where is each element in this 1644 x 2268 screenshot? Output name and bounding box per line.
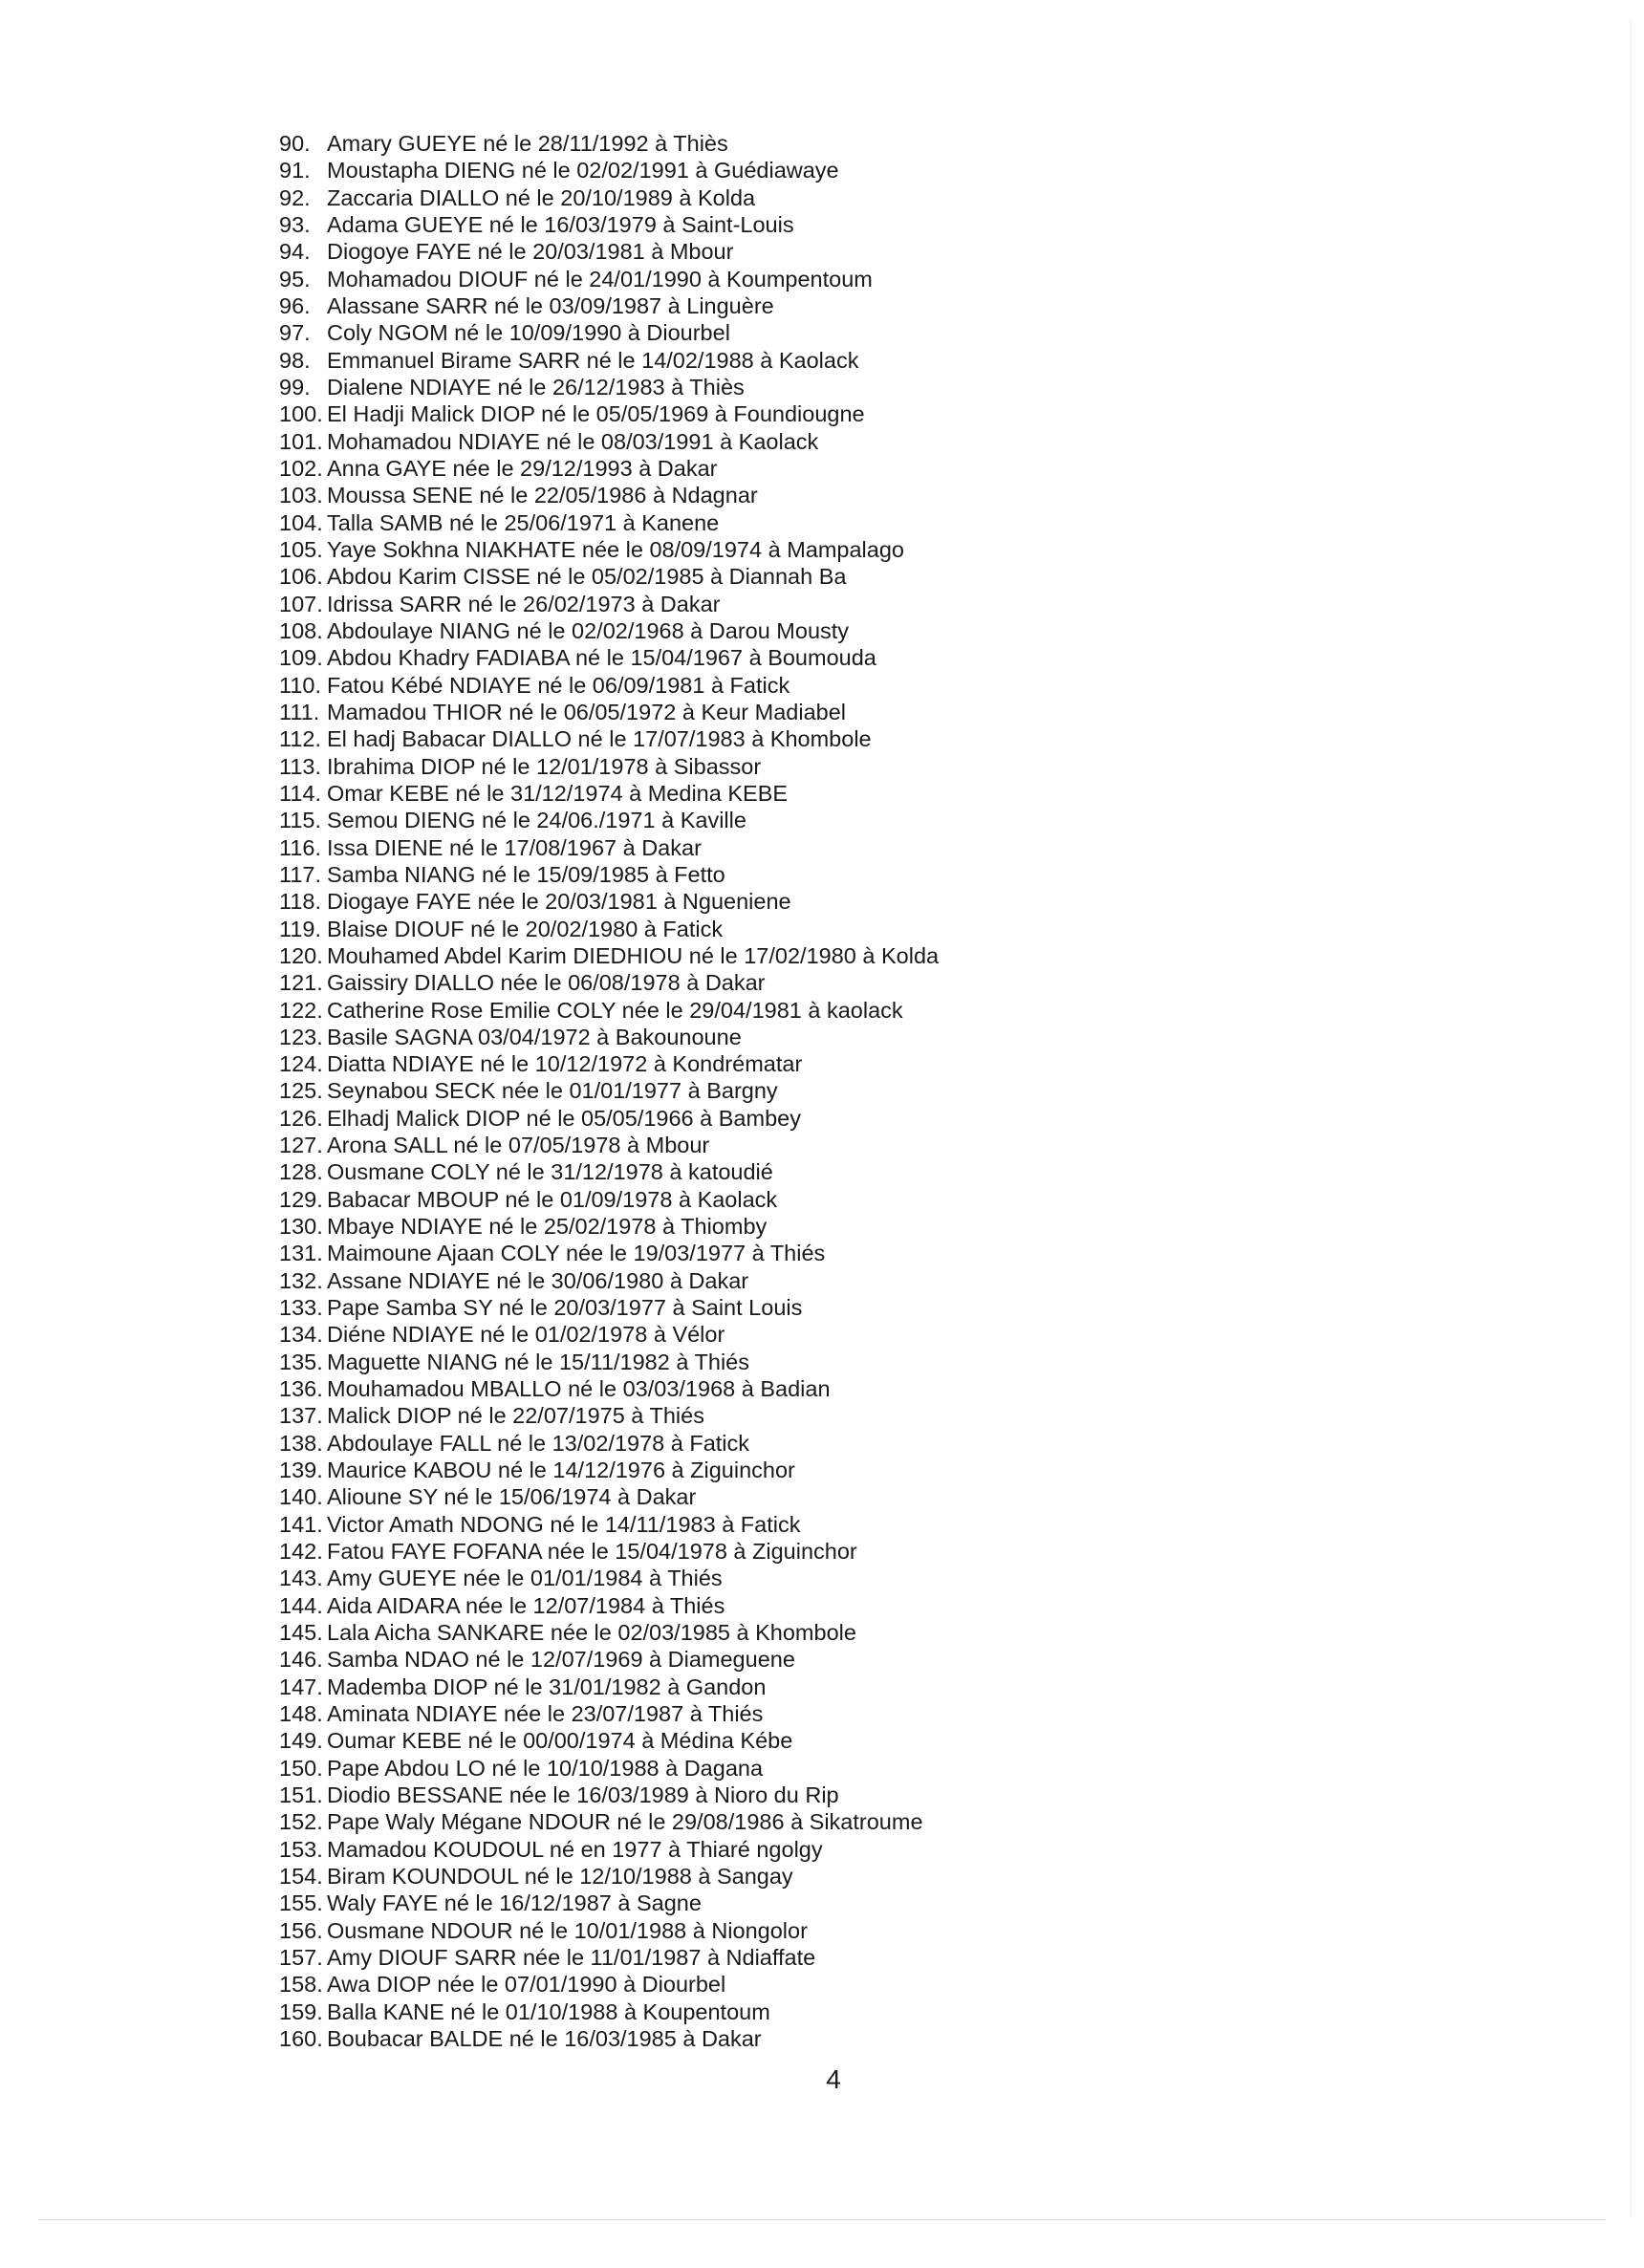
entry-text: Amy DIOUF SARR née le 11/01/1987 à Ndiaffate <box>327 1944 816 1970</box>
name-list <box>279 130 939 2052</box>
entry-text: Biram KOUNDOUL né le 12/10/1988 à Sangay <box>327 1864 793 1889</box>
entry-text: Mouhamadou MBALLO né le 03/03/1968 à Badian <box>327 1376 831 1402</box>
list-item <box>279 1917 939 1944</box>
entry-text: Diogaye FAYE née le 20/03/1981 à Ngueniene <box>327 889 791 915</box>
list-item <box>279 374 939 400</box>
entry-number: 110. <box>279 672 321 698</box>
list-item <box>279 1375 939 1402</box>
entry-text: Semou DIENG né le 24/06./1971 à Kaville <box>327 808 746 833</box>
list-item <box>279 1998 939 2025</box>
list-item <box>279 347 939 374</box>
entry-text: Pape Waly Mégane NDOUR né le 29/08/1986 à Sikatroume <box>327 1809 923 1835</box>
list-item <box>279 1808 939 1835</box>
list-item <box>279 1294 939 1321</box>
list-item <box>279 1511 939 1538</box>
entry-text: Blaise DIOUF né le 20/02/1980 à Fatick <box>327 916 724 941</box>
list-item <box>279 184 939 211</box>
list-item <box>279 725 939 752</box>
entry-number: 90. <box>279 131 311 156</box>
list-item <box>279 1863 939 1890</box>
entry-number: 109. <box>279 645 323 671</box>
entry-number: 158. <box>279 1972 323 1998</box>
list-item <box>279 536 939 563</box>
entry-number: 111. <box>279 699 320 724</box>
entry-text: Ibrahima DIOP né le 12/01/1978 à Sibassor <box>327 753 762 779</box>
entry-number: 130. <box>279 1214 323 1240</box>
entry-number: 139. <box>279 1458 323 1483</box>
list-item <box>279 1457 939 1483</box>
entry-number: 113. <box>279 753 321 779</box>
entry-text: Waly FAYE né le 16/12/1987 à Sagne <box>327 1890 702 1916</box>
entry-text: Catherine Rose Emilie COLY née le 29/04/1981 à kaolack <box>327 997 903 1023</box>
list-item <box>279 699 939 725</box>
entry-number: 118. <box>279 889 321 915</box>
entry-text: Maimoune Ajaan COLY née le 19/03/1977 à Thiés <box>327 1241 826 1266</box>
list-item <box>279 1836 939 1863</box>
list-item <box>279 861 939 888</box>
entry-text: Amary GUEYE né le 28/11/1992 à Thiès <box>327 131 728 156</box>
entry-text: Seynabou SECK née le 01/01/1977 à Bargny <box>327 1078 778 1104</box>
entry-number: 127. <box>279 1133 323 1158</box>
entry-number: 119. <box>279 916 321 941</box>
entry-number: 92. <box>279 184 311 210</box>
entry-text: Basile SAGNA 03/04/1972 à Bakounoune <box>327 1024 742 1049</box>
entry-number: 107. <box>279 591 323 616</box>
list-item <box>279 1782 939 1808</box>
entry-number: 105. <box>279 536 323 562</box>
entry-number: 132. <box>279 1267 323 1293</box>
list-item <box>279 1105 939 1132</box>
list-item <box>279 969 939 996</box>
entry-number: 116. <box>279 834 321 860</box>
list-item <box>279 1050 939 1077</box>
list-item <box>279 509 939 536</box>
entry-text: Issa DIENE né le 17/08/1967 à Dakar <box>327 834 702 860</box>
list-item <box>279 997 939 1024</box>
entry-number: 99. <box>279 374 311 400</box>
entry-text: Ousmane NDOUR né le 10/01/1988 à Niongolor <box>327 1917 808 1943</box>
list-item <box>279 211 939 238</box>
entry-text: Anna GAYE née le 29/12/1993 à Dakar <box>327 455 718 481</box>
entry-number: 97. <box>279 320 311 346</box>
entry-number: 95. <box>279 266 311 292</box>
entry-text: Diéne NDIAYE né le 01/02/1978 à Vélor <box>327 1322 725 1348</box>
entry-text: Aida AIDARA née le 12/07/1984 à Thiés <box>327 1592 725 1618</box>
entry-text: Idrissa SARR né le 26/02/1973 à Dakar <box>327 591 721 616</box>
list-item <box>279 1619 939 1646</box>
entry-number: 106. <box>279 564 323 590</box>
list-item <box>279 1755 939 1782</box>
entry-text: Lala Aicha SANKARE née le 02/03/1985 à Khombole <box>327 1620 856 1646</box>
entry-text: Emmanuel Birame SARR né le 14/02/1988 à Kaolack <box>327 347 859 373</box>
entry-text: Talla SAMB né le 25/06/1971 à Kanene <box>327 509 720 535</box>
entry-text: Mouhamed Abdel Karim DIEDHIOU né le 17/02/1980 à Kolda <box>327 942 940 968</box>
entry-text: Abdou Karim CISSE né le 05/02/1985 à Diannah Ba <box>327 564 847 590</box>
entry-number: 126. <box>279 1105 323 1131</box>
entry-text: Balla KANE né le 01/10/1988 à Koupentoum <box>327 1998 770 2024</box>
list-item <box>279 2025 939 2052</box>
list-item <box>279 292 939 319</box>
entry-number: 115. <box>279 808 321 833</box>
list-item <box>279 834 939 861</box>
entry-text: Moustapha DIENG né le 02/02/1991 à Guédiawaye <box>327 158 839 184</box>
list-item <box>279 1402 939 1429</box>
entry-text: Dialene NDIAYE né le 26/12/1983 à Thiès <box>327 374 745 400</box>
entry-number: 145. <box>279 1620 323 1646</box>
entry-text: Oumar KEBE né le 00/00/1974 à Médina Kébe <box>327 1728 793 1754</box>
list-item <box>279 1646 939 1673</box>
list-item <box>279 1213 939 1240</box>
list-item <box>279 1430 939 1457</box>
list-item <box>279 428 939 455</box>
list-item <box>279 780 939 807</box>
entry-text: Zaccaria DIALLO né le 20/10/1989 à Kolda <box>327 184 756 210</box>
entry-number: 141. <box>279 1511 323 1537</box>
entry-number: 135. <box>279 1349 323 1374</box>
list-item <box>279 482 939 508</box>
list-item <box>279 942 939 969</box>
list-item <box>279 1592 939 1619</box>
scan-edge-line <box>1631 19 1632 2217</box>
entry-number: 98. <box>279 347 311 373</box>
entry-text: Yaye Sokhna NIAKHATE née le 08/09/1974 à Mampalago <box>327 536 904 562</box>
entry-text: Boubacar BALDE né le 16/03/1985 à Dakar <box>327 2025 762 2051</box>
entry-number: 150. <box>279 1755 323 1781</box>
entry-text: Abdoulaye FALL né le 13/02/1978 à Fatick <box>327 1430 750 1456</box>
entry-number: 133. <box>279 1295 323 1321</box>
entry-number: 153. <box>279 1836 323 1862</box>
entry-number: 136. <box>279 1376 323 1402</box>
entry-text: Ousmane COLY né le 31/12/1978 à katoudié <box>327 1159 773 1185</box>
entry-text: Assane NDIAYE né le 30/06/1980 à Dakar <box>327 1267 749 1293</box>
entry-number: 114. <box>279 780 321 806</box>
entry-number: 108. <box>279 617 323 643</box>
entry-number: 104. <box>279 509 323 535</box>
entry-text: Amy GUEYE née le 01/01/1984 à Thiés <box>327 1566 723 1591</box>
list-item <box>279 1674 939 1700</box>
list-item <box>279 888 939 915</box>
entry-text: Samba NIANG né le 15/09/1985 à Fetto <box>327 861 725 887</box>
entry-number: 155. <box>279 1890 323 1916</box>
entry-text: Diogoye FAYE né le 20/03/1981 à Mbour <box>327 239 734 265</box>
entry-text: Abdou Khadry FADIABA né le 15/04/1967 à Boumouda <box>327 645 876 671</box>
entry-text: Alassane SARR né le 03/09/1987 à Linguère <box>327 292 774 318</box>
entry-text: Omar KEBE né le 31/12/1974 à Medina KEBE <box>327 780 789 806</box>
list-item <box>279 130 939 157</box>
entry-text: Gaissiry DIALLO née le 06/08/1978 à Dakar <box>327 970 766 996</box>
entry-number: 112. <box>279 726 321 752</box>
entry-number: 123. <box>279 1024 323 1049</box>
entry-number: 93. <box>279 211 311 237</box>
entry-text: Mademba DIOP né le 31/01/1982 à Gandon <box>327 1674 767 1699</box>
list-item <box>279 1186 939 1213</box>
page-number: 4 <box>826 2064 841 2094</box>
entry-number: 117. <box>279 861 321 887</box>
list-item <box>279 807 939 833</box>
entry-number: 121. <box>279 970 323 996</box>
entry-number: 91. <box>279 158 311 184</box>
list-item <box>279 1538 939 1565</box>
entry-number: 125. <box>279 1078 323 1104</box>
list-item <box>279 1483 939 1510</box>
entry-number: 124. <box>279 1051 323 1077</box>
list-item <box>279 617 939 644</box>
list-item <box>279 1565 939 1591</box>
entry-number: 146. <box>279 1647 323 1673</box>
list-item <box>279 1700 939 1727</box>
list-item <box>279 1727 939 1754</box>
entry-text: Victor Amath NDONG né le 14/11/1983 à Fatick <box>327 1511 801 1537</box>
entry-text: Mohamadou DIOUF né le 24/01/1990 à Koumpentoum <box>327 266 873 292</box>
list-item <box>279 1158 939 1185</box>
entry-text: Babacar MBOUP né le 01/09/1978 à Kaolack <box>327 1186 778 1212</box>
list-item <box>279 1240 939 1266</box>
list-item <box>279 1349 939 1375</box>
list-item <box>279 644 939 671</box>
entry-text: Fatou Kébé NDIAYE né le 06/09/1981 à Fatick <box>327 672 790 698</box>
entry-number: 143. <box>279 1566 323 1591</box>
entry-text: Maurice KABOU né le 14/12/1976 à Ziguinchor <box>327 1458 795 1483</box>
list-item <box>279 1077 939 1104</box>
entry-number: 138. <box>279 1430 323 1456</box>
entry-text: Mohamadou NDIAYE né le 08/03/1991 à Kaolack <box>327 428 819 454</box>
entry-number: 100. <box>279 401 323 427</box>
entry-text: Diatta NDIAYE né le 10/12/1972 à Kondrématar <box>327 1051 803 1077</box>
entry-text: Diodio BESSANE née le 16/03/1989 à Nioro du Rip <box>327 1782 839 1808</box>
entry-number: 142. <box>279 1539 323 1565</box>
scan-edge-line <box>38 2219 1606 2220</box>
entry-number: 103. <box>279 483 323 508</box>
list-item <box>279 591 939 617</box>
entry-text: Malick DIOP né le 22/07/1975 à Thiés <box>327 1403 704 1429</box>
entry-text: Aminata NDIAYE née le 23/07/1987 à Thiés <box>327 1701 764 1727</box>
list-item <box>279 157 939 184</box>
entry-number: 120. <box>279 942 323 968</box>
entry-text: Alioune SY né le 15/06/1974 à Dakar <box>327 1484 697 1510</box>
list-item <box>279 1944 939 1971</box>
entry-number: 131. <box>279 1241 323 1266</box>
entry-text: Adama GUEYE né le 16/03/1979 à Saint-Louis <box>327 211 794 237</box>
entry-number: 157. <box>279 1944 323 1970</box>
list-item <box>279 400 939 427</box>
list-item <box>279 753 939 780</box>
entry-number: 101. <box>279 428 323 454</box>
entry-number: 128. <box>279 1159 323 1185</box>
list-item <box>279 455 939 482</box>
entry-text: Arona SALL né le 07/05/1978 à Mbour <box>327 1133 710 1158</box>
entry-text: El Hadji Malick DIOP né le 05/05/1969 à Foundiougne <box>327 401 865 427</box>
entry-number: 94. <box>279 239 311 265</box>
list-item <box>279 1890 939 1916</box>
list-item <box>279 1321 939 1348</box>
entry-text: Pape Samba SY né le 20/03/1977 à Saint Louis <box>327 1295 803 1321</box>
entry-text: Mbaye NDIAYE né le 25/02/1978 à Thiomby <box>327 1214 768 1240</box>
entry-text: Abdoulaye NIANG né le 02/02/1968 à Darou Mousty <box>327 617 850 643</box>
entry-number: 102. <box>279 455 323 481</box>
entry-number: 154. <box>279 1864 323 1889</box>
entry-text: Elhadj Malick DIOP né le 05/05/1966 à Bambey <box>327 1105 801 1131</box>
entry-text: Maguette NIANG né le 15/11/1982 à Thiés <box>327 1349 749 1374</box>
entry-text: Samba NDAO né le 12/07/1969 à Diameguene <box>327 1647 795 1673</box>
list-item <box>279 672 939 699</box>
entry-number: 160. <box>279 2025 323 2051</box>
entry-text: Coly NGOM né le 10/09/1990 à Diourbel <box>327 320 730 346</box>
list-item <box>279 1267 939 1294</box>
entry-text: Moussa SENE né le 22/05/1986 à Ndagnar <box>327 483 758 508</box>
entry-number: 156. <box>279 1917 323 1943</box>
entry-text: Pape Abdou LO né le 10/10/1988 à Dagana <box>327 1755 764 1781</box>
entry-text: Awa DIOP née le 07/01/1990 à Diourbel <box>327 1972 726 1998</box>
entry-number: 122. <box>279 997 323 1023</box>
entry-number: 96. <box>279 292 311 318</box>
entry-number: 148. <box>279 1701 323 1727</box>
list-item <box>279 916 939 942</box>
entry-number: 151. <box>279 1782 323 1808</box>
list-item <box>279 319 939 346</box>
list-item <box>279 1132 939 1158</box>
entry-number: 152. <box>279 1809 323 1835</box>
entry-number: 140. <box>279 1484 323 1510</box>
entry-number: 134. <box>279 1322 323 1348</box>
entry-text: Fatou FAYE FOFANA née le 15/04/1978 à Ziguinchor <box>327 1539 857 1565</box>
entry-number: 159. <box>279 1998 323 2024</box>
list-item <box>279 1971 939 1998</box>
entry-number: 137. <box>279 1403 323 1429</box>
entry-number: 149. <box>279 1728 323 1754</box>
entry-text: Mamadou KOUDOUL né en 1977 à Thiaré ngolgy <box>327 1836 823 1862</box>
list-item <box>279 1024 939 1050</box>
list-item <box>279 266 939 292</box>
entry-number: 129. <box>279 1186 323 1212</box>
list-item <box>279 238 939 265</box>
list-item <box>279 563 939 590</box>
entry-text: El hadj Babacar DIALLO né le 17/07/1983 à Khombole <box>327 726 872 752</box>
entry-number: 144. <box>279 1592 323 1618</box>
entry-text: Mamadou THIOR né le 06/05/1972 à Keur Madiabel <box>327 699 847 724</box>
entry-number: 147. <box>279 1674 323 1699</box>
